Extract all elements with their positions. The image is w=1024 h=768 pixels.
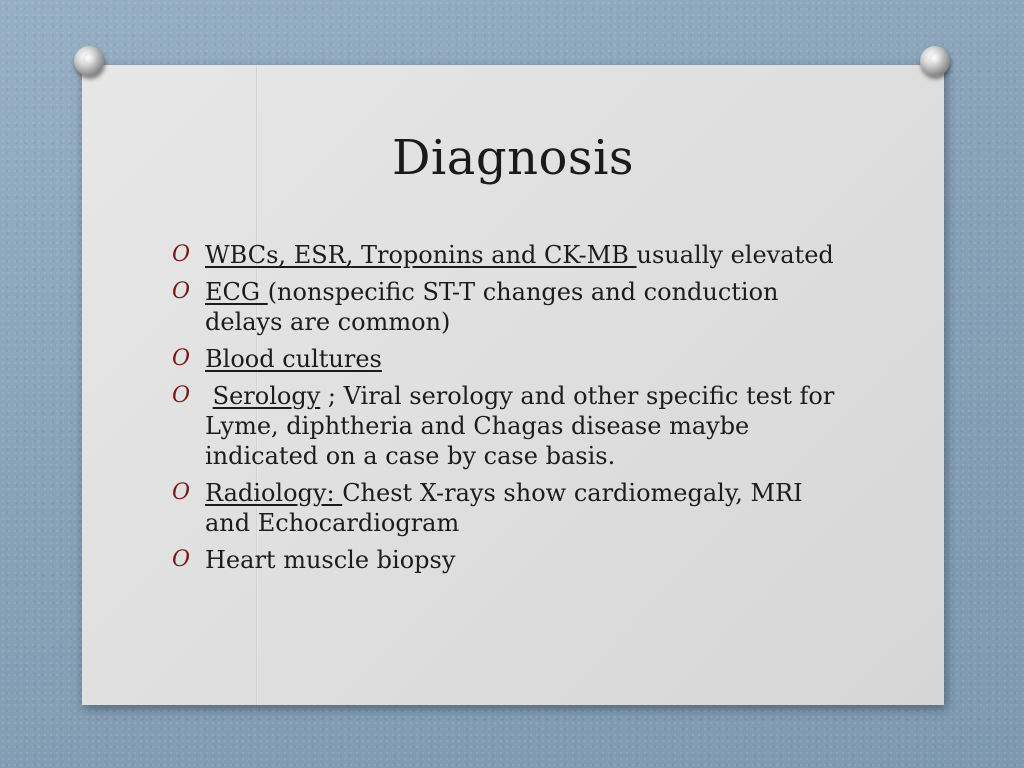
bullet-item xyxy=(172,277,842,337)
bullet-marker-icon: O xyxy=(172,279,191,304)
bullet-item xyxy=(172,478,842,538)
bullet-item xyxy=(172,381,842,471)
bullet-underlined-text: Blood cultures xyxy=(205,345,382,373)
bullet-text: ; Viral serology and other specific test for Lyme, diphtheria and Chagas disease maybe indicated on a case by case basis. xyxy=(205,382,835,470)
bullet-leading-space xyxy=(205,382,213,410)
bullet-underlined-text: Serology xyxy=(212,382,321,410)
bullet-marker-icon: O xyxy=(172,480,191,505)
bullet-marker-icon: O xyxy=(172,242,191,267)
bullet-text: Chest X-rays show cardiomegaly, MRI and Echocardiogram xyxy=(205,479,803,537)
right-push-pin-icon xyxy=(920,46,950,76)
slide-title: Diagnosis xyxy=(391,130,635,186)
bullet-item xyxy=(172,344,842,374)
bullet-item xyxy=(172,240,842,270)
left-push-pin-icon xyxy=(74,46,104,76)
bullet-text: usually elevated xyxy=(636,241,834,269)
bullet-text: (nonspecific ST-T changes and conduction delays are common) xyxy=(205,278,779,336)
bullet-text: Heart muscle biopsy xyxy=(205,546,456,574)
bullet-marker-icon: O xyxy=(172,547,191,572)
bullet-underlined-text: ECG xyxy=(205,278,268,306)
bullet-marker-icon: O xyxy=(172,346,191,371)
bullet-underlined-text: Radiology: xyxy=(205,479,343,507)
bullet-item xyxy=(172,545,842,575)
bullet-list xyxy=(172,240,842,582)
bullet-marker-icon: O xyxy=(172,383,191,408)
bullet-underlined-text: WBCs, ESR, Troponins and CK-MB xyxy=(205,241,637,269)
